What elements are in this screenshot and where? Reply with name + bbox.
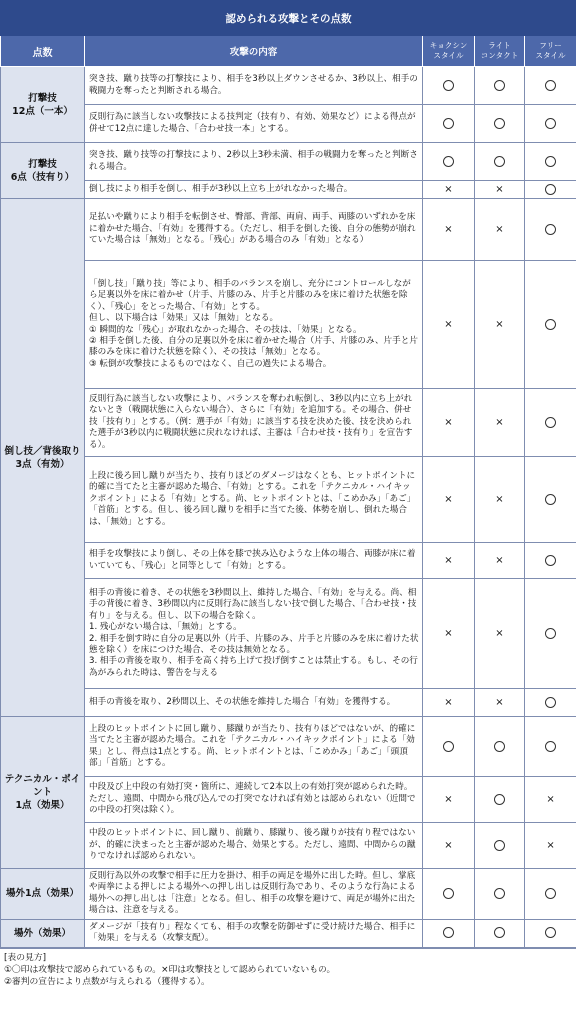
allowed-mark bbox=[525, 457, 576, 543]
not-allowed-mark bbox=[525, 777, 576, 823]
not-allowed-mark bbox=[475, 181, 525, 199]
not-allowed-mark bbox=[525, 823, 576, 869]
cross-icon: × bbox=[444, 697, 453, 708]
table-row bbox=[1, 689, 576, 717]
cross-icon: × bbox=[444, 184, 453, 195]
circle-icon bbox=[494, 156, 505, 167]
circle-icon bbox=[494, 794, 505, 805]
allowed-mark bbox=[475, 717, 525, 777]
table-row bbox=[1, 869, 576, 920]
not-allowed-mark bbox=[475, 261, 525, 389]
table-row bbox=[1, 543, 576, 579]
attack-description: 相手の背後を取り、2秒間以上、その状態を維持した場合「有効」を獲得する。 bbox=[85, 689, 423, 717]
attack-description: 反則行為に該当しない攻撃技による技判定（技有り、有効、効果など）による得点が併せて12点に達した場合、「合わせ技一本」とする。 bbox=[85, 105, 423, 143]
allowed-mark bbox=[525, 919, 576, 947]
score-category: 打撃技 12点（一本） bbox=[1, 67, 85, 143]
score-category: 場外1点（効果） bbox=[1, 869, 85, 920]
table-row bbox=[1, 143, 576, 181]
not-allowed-mark bbox=[475, 689, 525, 717]
table-row bbox=[1, 777, 576, 823]
table-row bbox=[1, 67, 576, 105]
allowed-mark bbox=[525, 67, 576, 105]
not-allowed-mark bbox=[423, 689, 475, 717]
not-allowed-mark bbox=[423, 579, 475, 689]
circle-icon bbox=[545, 118, 556, 129]
header-style-free: フリー スタイル bbox=[525, 36, 576, 67]
cross-icon: × bbox=[495, 628, 504, 639]
allowed-mark bbox=[423, 105, 475, 143]
allowed-mark bbox=[475, 777, 525, 823]
table-row bbox=[1, 457, 576, 543]
circle-icon bbox=[545, 888, 556, 899]
attack-description: ダメージが「技有り」程なくても、相手の攻撃を防御せずに受け続けた場合、相手に「効果」を与える（攻撃支配）。 bbox=[85, 919, 423, 947]
attack-description: 突き技、蹴り技等の打撃技により、相手を3秒以上ダウンさせるか、3秒以上、相手の戦闘力を奪ったと判断される場合。 bbox=[85, 67, 423, 105]
cross-icon: × bbox=[495, 184, 504, 195]
cross-icon: × bbox=[444, 417, 453, 428]
cross-icon: × bbox=[444, 840, 453, 851]
allowed-mark bbox=[423, 869, 475, 920]
table-notes bbox=[0, 948, 576, 991]
cross-icon: × bbox=[546, 840, 555, 851]
attack-description: 反則行為に該当しない攻撃により、バランスを奪われ転倒し、3秒以内に立ち上がれないとき（戦闘状態に入らない場合）、さらに「有効」を追加する。その場合、併せ技「技有り」とする。（例：選手が「有効」に該当する技を決めた後、技を決められた選手が3秒以内に戦闘状態に戻れなければ、主審は「合わせ技・技有り」を宣告する）。 bbox=[85, 389, 423, 457]
allowed-mark bbox=[525, 689, 576, 717]
notes-heading: [表の見方] bbox=[4, 952, 47, 963]
attack-description: 突き技、蹴り技等の打撃技により、2秒以上3秒未満、相手の戦闘力を奪ったと判断される場合。 bbox=[85, 143, 423, 181]
attack-description: 反則行為以外の攻撃で相手に圧力を掛け、相手の両足を場外に出した時。但し、掌底や両拳による押しによる場外への押し出しは反則行為であり、そのような行為による場外への押し出しは「注意」となる。但し、相手の攻撃を避けて、両足が場外に出た場合は、注意を与える。 bbox=[85, 869, 423, 920]
circle-icon bbox=[545, 156, 556, 167]
circle-icon bbox=[494, 927, 505, 938]
circle-icon bbox=[443, 927, 454, 938]
cross-icon: × bbox=[495, 697, 504, 708]
circle-icon bbox=[494, 840, 505, 851]
allowed-mark bbox=[475, 105, 525, 143]
allowed-mark bbox=[525, 143, 576, 181]
attack-description: 相手の背後に着き、その状態を3秒間以上、維持した場合、「有効」を与える。尚、相手の背後に着き、3秒間以内に反則行為に該当しない技で倒した場合、「合わせ技・技有り」を与える。但し、以下の場合を除く。 1. 残心がない場合は、「無効」とする。 2. 相手を倒す時に自分の足裏以外（片手、片膝のみ、片手と片膝のみを床に着けた状態を除く）を床につけた場合、その技は無効となる。 3. 相手の背後を取り、相手を高く持ち上げて投げ倒すことは禁止する。もし、その行為がみられた時は、警告を与える bbox=[85, 579, 423, 689]
cross-icon: × bbox=[495, 494, 504, 505]
table-row bbox=[1, 105, 576, 143]
not-allowed-mark bbox=[475, 199, 525, 261]
allowed-mark bbox=[525, 181, 576, 199]
table-row bbox=[1, 919, 576, 947]
allowed-mark bbox=[475, 67, 525, 105]
not-allowed-mark bbox=[475, 543, 525, 579]
cross-icon: × bbox=[444, 794, 453, 805]
circle-icon bbox=[545, 80, 556, 91]
not-allowed-mark bbox=[475, 579, 525, 689]
cross-icon: × bbox=[444, 628, 453, 639]
circle-icon bbox=[545, 927, 556, 938]
header-style-light-contact: ライト コンタクト bbox=[475, 36, 525, 67]
allowed-mark bbox=[525, 199, 576, 261]
circle-icon bbox=[545, 628, 556, 639]
not-allowed-mark bbox=[423, 261, 475, 389]
not-allowed-mark bbox=[423, 181, 475, 199]
table-row bbox=[1, 199, 576, 261]
score-category: 打撃技 6点（技有り） bbox=[1, 143, 85, 199]
cross-icon: × bbox=[444, 555, 453, 566]
circle-icon bbox=[545, 224, 556, 235]
not-allowed-mark bbox=[475, 457, 525, 543]
not-allowed-mark bbox=[423, 389, 475, 457]
allowed-mark bbox=[475, 869, 525, 920]
attack-description: 相手を攻撃技により倒し、その上体を膝で挟み込むような上体の場合、両膝が床に着いていても、「残心」と同等として「有効」とする。 bbox=[85, 543, 423, 579]
header-style-kyokushin: キョクシン スタイル bbox=[423, 36, 475, 67]
not-allowed-mark bbox=[423, 199, 475, 261]
allowed-mark bbox=[525, 105, 576, 143]
table-row bbox=[1, 717, 576, 777]
allowed-mark bbox=[423, 919, 475, 947]
attack-description: 倒し技により相手を倒し、相手が3秒以上立ち上がれなかった場合。 bbox=[85, 181, 423, 199]
circle-icon bbox=[545, 741, 556, 752]
not-allowed-mark bbox=[423, 823, 475, 869]
cross-icon: × bbox=[495, 417, 504, 428]
cross-icon: × bbox=[444, 494, 453, 505]
circle-icon bbox=[494, 80, 505, 91]
allowed-mark bbox=[525, 389, 576, 457]
circle-icon bbox=[494, 118, 505, 129]
circle-icon bbox=[494, 888, 505, 899]
circle-icon bbox=[443, 118, 454, 129]
allowed-mark bbox=[475, 919, 525, 947]
attack-description: 中段及び上中段の有効打突・箇所に、連続して2本以上の有効打突が認められた時。ただし、遠間、中間から飛び込んでの打突でなければ有効とは認められない（近間での中段の打突は除く）。 bbox=[85, 777, 423, 823]
attack-description: 上段のヒットポイントに回し蹴り、膝蹴りが当たり、技有りほどではないが、的確に当てたと主審が認めた場合。これを「テクニカル・ハイキックポイント」による「効果」とし、得点は1点とする。尚、ヒットポイントとは、「こめかみ」「あご」「頭頂部」「首筋」とする。 bbox=[85, 717, 423, 777]
circle-icon bbox=[545, 319, 556, 330]
table-row bbox=[1, 181, 576, 199]
cross-icon: × bbox=[495, 224, 504, 235]
score-category: 場外（効果） bbox=[1, 919, 85, 947]
table-row bbox=[1, 579, 576, 689]
score-category: 倒し技／背後取り 3点（有効） bbox=[1, 199, 85, 717]
circle-icon bbox=[443, 80, 454, 91]
allowed-mark bbox=[525, 869, 576, 920]
notes-line-1: ①〇印は攻撃技で認められているもの。×印は攻撃技として認められていないもの。 bbox=[4, 964, 336, 975]
circle-icon bbox=[545, 494, 556, 505]
circle-icon bbox=[443, 156, 454, 167]
header-content: 攻撃の内容 bbox=[85, 36, 423, 67]
circle-icon bbox=[443, 741, 454, 752]
allowed-mark bbox=[475, 823, 525, 869]
not-allowed-mark bbox=[423, 457, 475, 543]
not-allowed-mark bbox=[423, 777, 475, 823]
allowed-mark bbox=[423, 717, 475, 777]
not-allowed-mark bbox=[475, 389, 525, 457]
attack-description: 「倒し技」「蹴り技」等により、相手のバランスを崩し、充分にコントロールしながら足裏以外を床に着かせ（片手、片膝のみ、片手と片膝のみを床に着けた状態を除く）、「残心」をとった場合、「有効」とする。 但し、以下場合は「効果」又は「無効」となる。 ① 瞬間的な「残心」が取れなかった場合、その技は、「効果」となる。 ② 相手を倒した後、自分の足裏以外を床に着かせた場合（片手、片膝のみ、片手と片膝のみを床に着けた状態を除く）、その技は「無効」となる。 ③ 転倒が攻撃技によるものではなく、自己の過失による場合。 bbox=[85, 261, 423, 389]
allowed-mark bbox=[525, 261, 576, 389]
allowed-mark bbox=[423, 143, 475, 181]
cross-icon: × bbox=[444, 224, 453, 235]
cross-icon: × bbox=[444, 319, 453, 330]
attack-description: 上段に後ろ回し蹴りが当たり、技有りほどのダメージはなくとも、ヒットポイントに的確に当てたと主審が認めた場合、「有効」とする。これを「テクニカル・ハイキックポイント」による「有効」とする。尚、ヒットポイントとは、「こめかみ」「あご」「首筋」とする。但し、後ろ回し蹴りを相手に当てた後、体勢を崩し、倒れた場合は、「無効」とする。 bbox=[85, 457, 423, 543]
attack-description: 中段のヒットポイントに、回し蹴り、前蹴り、膝蹴り、後ろ蹴りが技有り程ではないが、的確に決まったと主審が認めた場合、効果とする。ただし、遠間、中間からの蹴りでなければ認められない。 bbox=[85, 823, 423, 869]
score-category: テクニカル・ポイント 1点（効果） bbox=[1, 717, 85, 869]
allowed-mark bbox=[525, 579, 576, 689]
table-title: 認められる攻撃とその点数 bbox=[1, 1, 576, 36]
circle-icon bbox=[545, 555, 556, 566]
attack-description: 足払いや蹴りにより相手を転倒させ、臀部、背部、両肩、両手、両膝のいずれかを床に着かせた場合、「有効」を獲得する。（ただし、相手を倒した後、自分の態勢が崩れていた場合は「無効」となる。「残心」がある場合のみ「有効」となる） bbox=[85, 199, 423, 261]
not-allowed-mark bbox=[423, 543, 475, 579]
table-row bbox=[1, 823, 576, 869]
table-row bbox=[1, 389, 576, 457]
notes-line-2: ②審判の宣告により点数が与えられる（獲得する）。 bbox=[4, 976, 210, 987]
table-body bbox=[1, 67, 576, 948]
cross-icon: × bbox=[495, 555, 504, 566]
allowed-mark bbox=[423, 67, 475, 105]
cross-icon: × bbox=[546, 794, 555, 805]
circle-icon bbox=[494, 741, 505, 752]
header-score: 点数 bbox=[1, 36, 85, 67]
circle-icon bbox=[545, 417, 556, 428]
cross-icon: × bbox=[495, 319, 504, 330]
circle-icon bbox=[443, 888, 454, 899]
circle-icon bbox=[545, 184, 556, 195]
allowed-mark bbox=[475, 143, 525, 181]
circle-icon bbox=[545, 697, 556, 708]
allowed-mark bbox=[525, 717, 576, 777]
table-row bbox=[1, 261, 576, 389]
allowed-mark bbox=[525, 543, 576, 579]
